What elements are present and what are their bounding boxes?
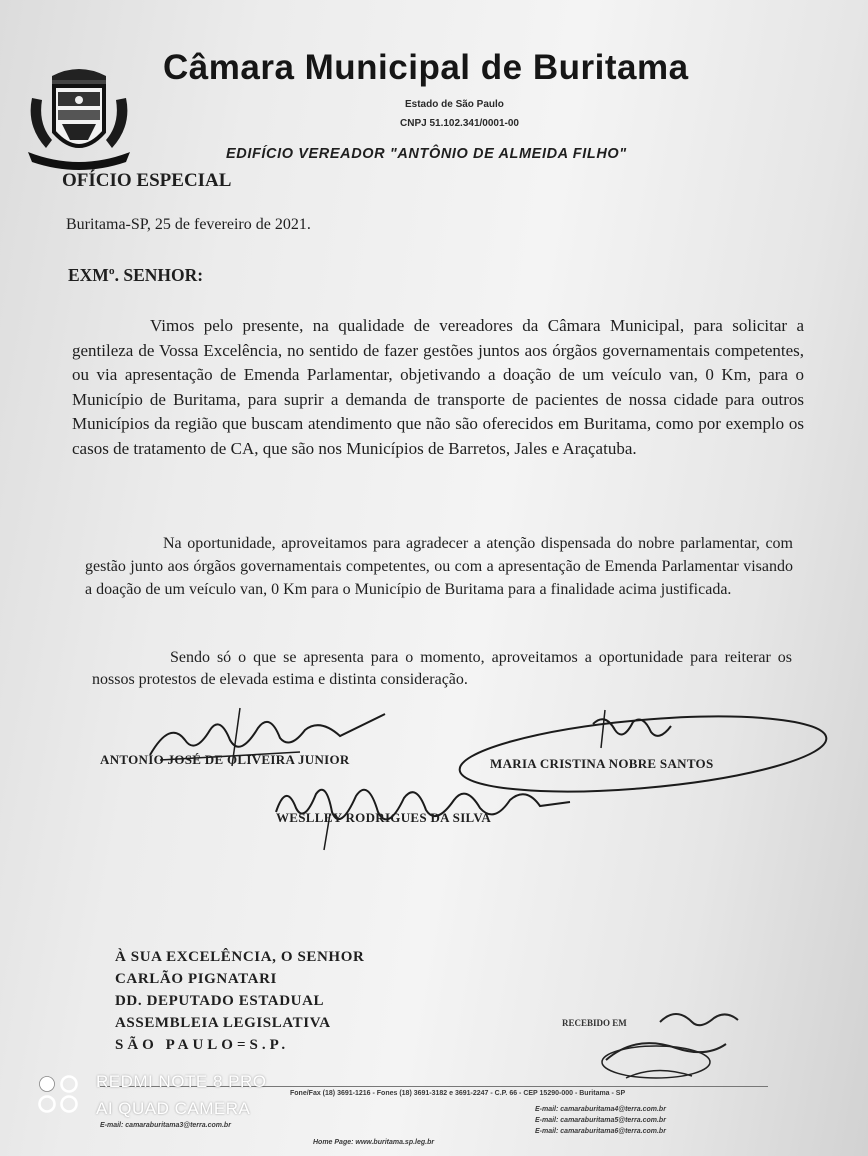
- received-stamp-label: RECEBIDO EM: [562, 1018, 627, 1028]
- institution-building: EDIFÍCIO VEREADOR "ANTÔNIO DE ALMEIDA FILHO": [226, 146, 627, 162]
- body-paragraph-3: Sendo só o que se apresenta para o momento, aproveitamos a oportunidade para reiterar os nossos protestos de elevada estima e distinta consideração.: [92, 649, 792, 688]
- signer-name-2: MARIA CRISTINA NOBRE SANTOS: [490, 756, 714, 771]
- received-stamp-scribble: [596, 1004, 756, 1086]
- institution-state: Estado de São Paulo: [405, 99, 504, 110]
- footer-email-1: E-mail: camaraburitama4@terra.com.br: [535, 1106, 666, 1113]
- recipient-line-5: SÃO PAULO=S.P.: [115, 1037, 290, 1053]
- coat-of-arms-icon: [22, 62, 137, 170]
- document-type: OFÍCIO ESPECIAL: [62, 170, 232, 191]
- institution-name: Câmara Municipal de Buritama: [163, 48, 689, 87]
- signer-name-1: ANTONIO JOSÉ DE OLIVEIRA JUNIOR: [100, 752, 350, 767]
- footer-email-3: E-mail: camaraburitama6@terra.com.br: [535, 1128, 666, 1135]
- footer-email-list: [535, 1104, 666, 1137]
- recipient-line-1: À SUA EXCELÊNCIA, O SENHOR: [115, 949, 365, 965]
- footer-email-2: E-mail: camaraburitama5@terra.com.br: [535, 1117, 666, 1124]
- signer-name-3: WESLLEY RODRIGUES DA SILVA: [276, 810, 492, 825]
- footer-home-page: Home Page: www.buritama.sp.leg.br: [313, 1139, 435, 1146]
- body-paragraph-2: Na oportunidade, aproveitamos para agradecer a atenção dispensada do nobre parlamentar, com gestão junto aos órgãos governamentais competentes, ou com a apresentação de Emenda Parlamentar visando a doação de um veículo van, 0 Km para o Município de Buritama para a finalidade acima justificada.: [85, 535, 793, 598]
- salutation: EXMº. SENHOR:: [68, 265, 204, 285]
- document-date: Buritama-SP, 25 de fevereiro de 2021.: [66, 216, 311, 233]
- footer-contact-line: Fone/Fax (18) 3691-1216 - Fones (18) 3691-3182 e 3691-2247 - C.P. 66 - CEP 15290-000 - Buritama - SP: [290, 1090, 626, 1097]
- recipient-line-4: ASSEMBLEIA LEGISLATIVA: [115, 1015, 331, 1031]
- body-paragraph-1: Vimos pelo presente, na qualidade de vereadores da Câmara Municipal, para solicitar a gentileza de Vossa Excelência, no sentido de fazer gestões juntos aos órgãos governamentais competentes, ou via apresentação de Emenda Parlamentar, objetivando a doação de um veículo van, 0 Km, para o Município de Buritama, para suprir a demanda de transporte de pacientes de nossa cidade para outros Municípios da região que buscam atendimento que não são oferecidos em Buritama, como por exemplo os casos de tratamento de CA, que são nos Municípios de Barretos, Jales e Araçatuba.: [72, 316, 804, 458]
- footer-email-left: E-mail: camaraburitama3@terra.com.br: [100, 1122, 231, 1129]
- recipient-block: [115, 946, 364, 1056]
- watermark-device: REDMI NOTE 8 PRO: [96, 1072, 267, 1091]
- institution-cnpj: CNPJ 51.102.341/0001-00: [400, 118, 519, 129]
- recipient-line-3: DD. DEPUTADO ESTADUAL: [115, 993, 325, 1009]
- watermark-camera: AI QUAD CAMERA: [96, 1099, 251, 1118]
- recipient-line-2: CARLÃO PIGNATARI: [115, 971, 277, 987]
- camera-lens-icon: [36, 1074, 82, 1114]
